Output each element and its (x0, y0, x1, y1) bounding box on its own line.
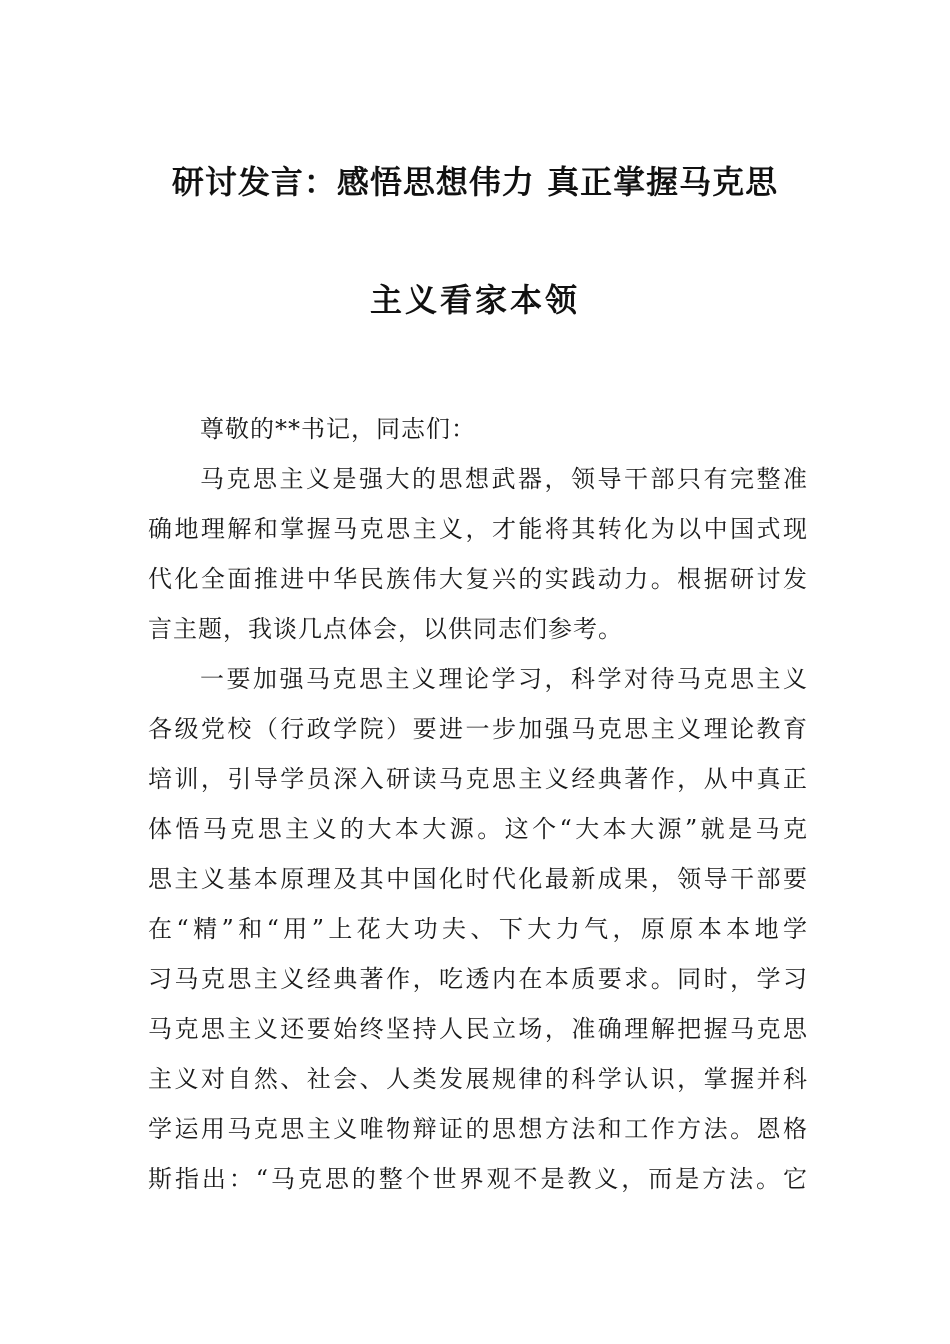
paragraph-1-line-3: 代化全面推进中华民族伟大复兴的实践动力。根据研讨发 (148, 565, 808, 593)
paragraph-2-line-4: 体悟马克思主义的大本大源。这个“大本大源”就是马克 (148, 815, 808, 843)
paragraph-2-line-6: 在“精”和“用”上花大功夫、下大力气，原原本本地学 (148, 915, 808, 943)
paragraph-2-line-7: 习马克思主义经典著作，吃透内在本质要求。同时，学习 (148, 965, 808, 993)
paragraph-2-line-1: 一要加强马克思主义理论学习，科学对待马克思主义 (200, 665, 808, 693)
document-title-line-1: 研讨发言：感悟思想伟力 真正掌握马克思 (171, 163, 779, 201)
paragraph-2-line-5: 思主义基本原理及其中国化时代化最新成果，领导干部要 (148, 865, 808, 893)
document-title-line-2: 主义看家本领 (369, 281, 580, 319)
paragraph-1-line-1: 马克思主义是强大的思想武器，领导干部只有完整准 (200, 465, 808, 493)
salutation: 尊敬的**书记，同志们： (200, 415, 476, 443)
document-body (148, 404, 808, 1204)
paragraph-1-line-4: 言主题，我谈几点体会，以供同志们参考。 (148, 615, 623, 643)
paragraph-1-line-2: 确地理解和掌握马克思主义，才能将其转化为以中国式现 (148, 515, 808, 543)
paragraph-2-line-9: 主义对自然、社会、人类发展规律的科学认识，掌握并科 (148, 1065, 808, 1093)
paragraph-2-line-2: 各级党校（行政学院）要进一步加强马克思主义理论教育 (148, 715, 808, 743)
paragraph-2-line-10: 学运用马克思主义唯物辩证的思想方法和工作方法。恩格 (148, 1115, 808, 1143)
paragraph-2-line-3: 培训，引导学员深入研读马克思主义经典著作，从中真正 (148, 765, 808, 793)
paragraph-2-line-11: 斯指出：“马克思的整个世界观不是教义，而是方法。它 (148, 1165, 808, 1193)
paragraph-2-line-8: 马克思主义还要始终坚持人民立场，准确理解把握马克思 (148, 1015, 808, 1043)
